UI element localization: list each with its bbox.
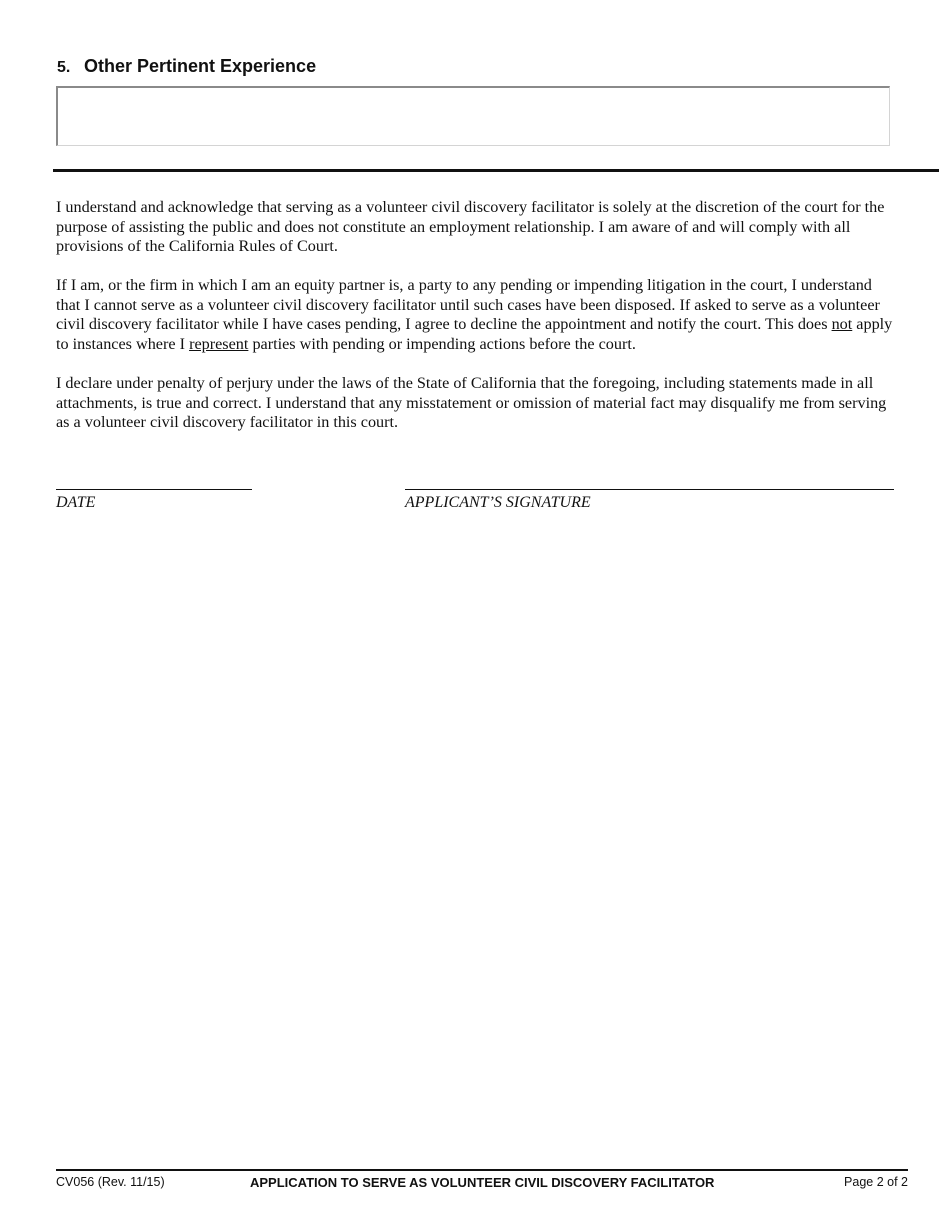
section-title: Other Pertinent Experience bbox=[84, 56, 317, 76]
conflict-text-a: If I am, or the firm in which I am an equity partner is, a party to any pending or impending litigation in the court, I understand that I cannot serve as a volunteer civil discovery facilitator until such cases have been disposed. If asked to serve as a volunteer civil discovery facilitator while I have cases pending, I agree to decline the appointment and notify the court. This does bbox=[56, 276, 880, 333]
form-title: APPLICATION TO SERVE AS VOLUNTEER CIVIL DISCOVERY FACILITATOR bbox=[250, 1175, 715, 1190]
other-pertinent-experience-field[interactable] bbox=[56, 86, 890, 146]
emphasis-not: not bbox=[831, 315, 853, 333]
section-divider bbox=[53, 169, 939, 172]
emphasis-represent: represent bbox=[189, 334, 249, 353]
date-label: DATE bbox=[56, 494, 96, 511]
signature-field[interactable] bbox=[405, 489, 894, 490]
conflict-text-b: apply to instances where I bbox=[56, 315, 893, 353]
section-heading bbox=[57, 56, 316, 77]
acknowledgement-paragraph: I understand and acknowledge that serving as a volunteer civil discovery facilitator is solely at the discretion of the court for the purpose of assisting the public and does not constitute an employment relationship. I am aware of and will comply with all provisions of the California Rules of Court. bbox=[56, 198, 885, 255]
page-number: Page 2 of 2 bbox=[844, 1175, 908, 1189]
footer-divider bbox=[56, 1169, 908, 1171]
form-id: CV056 (Rev. 11/15) bbox=[56, 1175, 165, 1189]
perjury-declaration-paragraph: I declare under penalty of perjury under the laws of the State of California that the foregoing, including statements made in all attachments, is true and correct. I understand that any misstatement or omission of material fact may disqualify me from serving as a volunteer civil discovery facilitator in this court. bbox=[56, 374, 887, 431]
signature-label: APPLICANT’S SIGNATURE bbox=[405, 494, 591, 511]
conflict-text-c: parties with pending or impending actions before the court. bbox=[248, 334, 636, 353]
section-number: 5. bbox=[57, 59, 71, 76]
conflict-paragraph bbox=[56, 276, 896, 354]
date-field[interactable] bbox=[56, 489, 252, 490]
